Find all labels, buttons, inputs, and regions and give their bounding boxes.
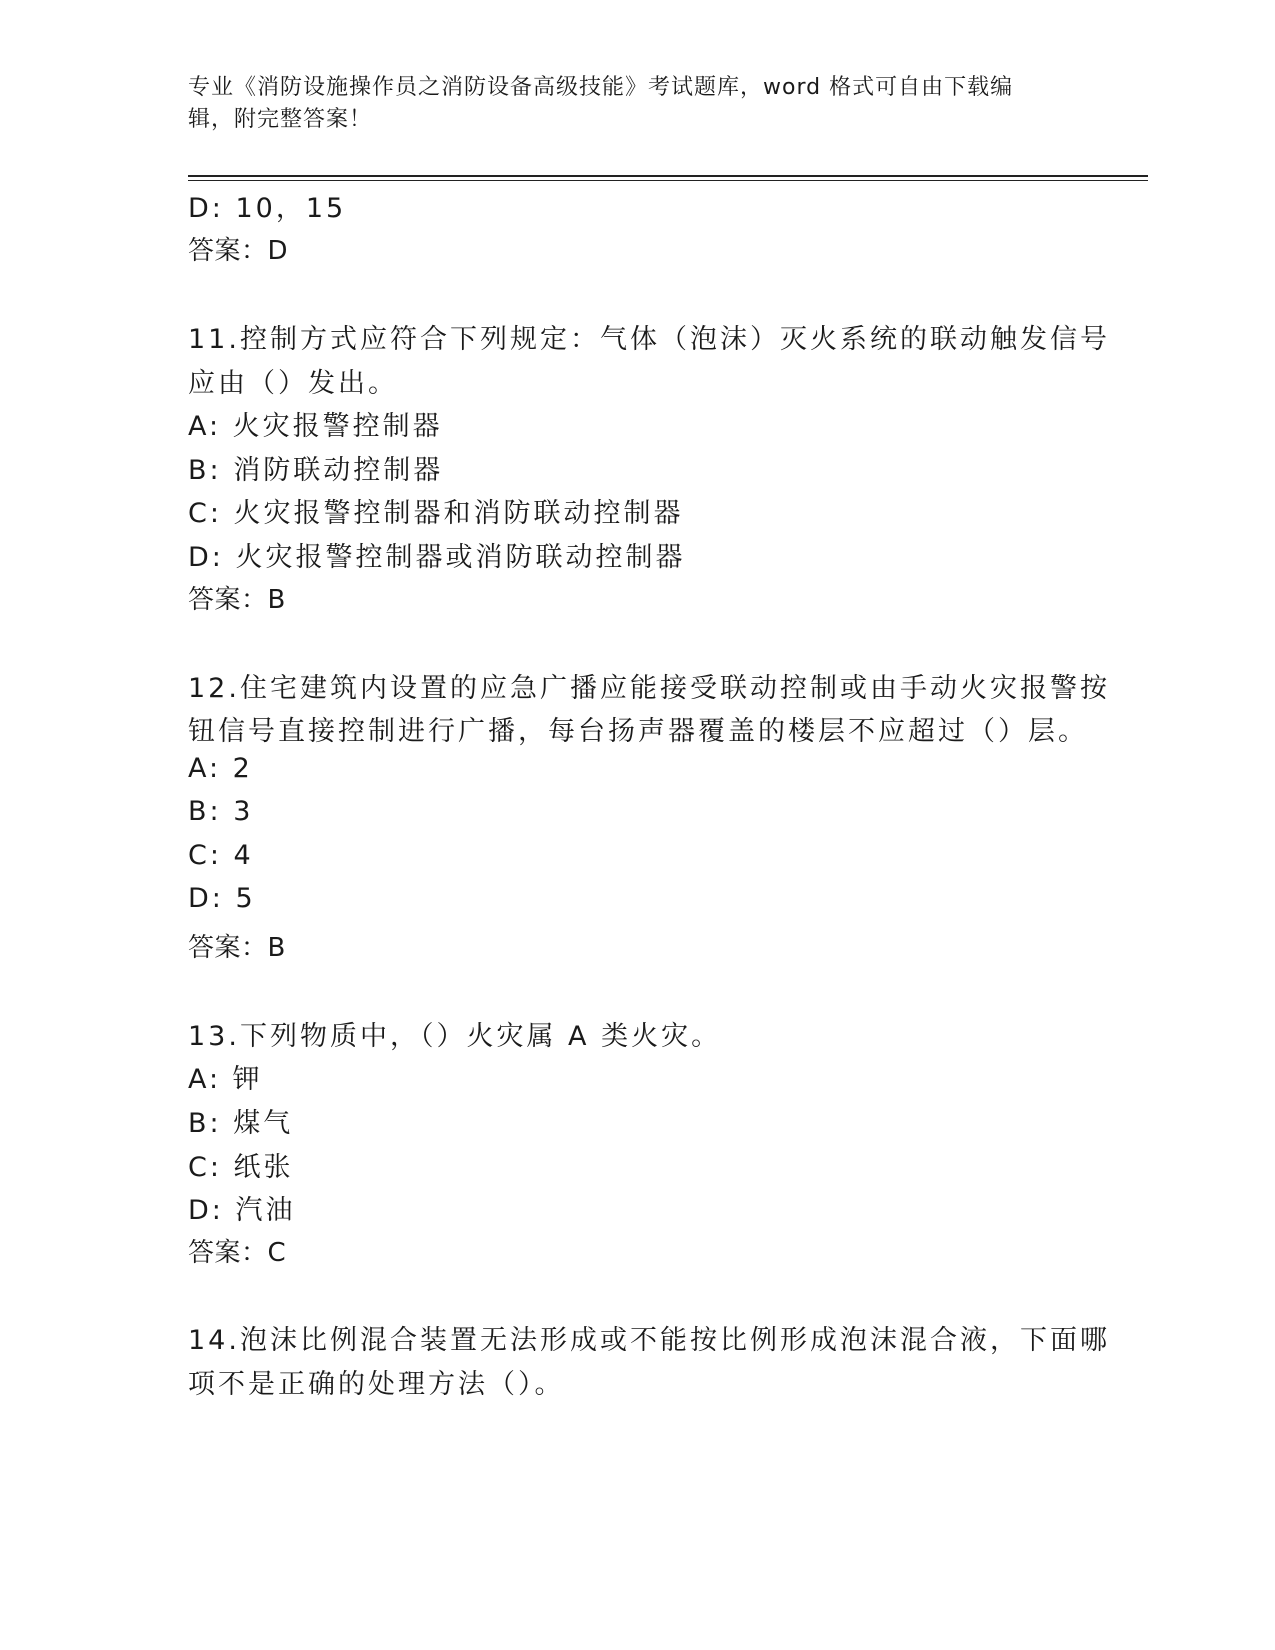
q11-answer: 答案：B: [188, 585, 286, 615]
q12-option-c: C: 4: [188, 840, 254, 871]
q12-answer: 答案：B: [188, 933, 286, 963]
divider-thin-line: [188, 180, 1148, 181]
q12-option-d: D: 5: [188, 883, 256, 914]
q13-stem-line-1: 13.下列物质中，（）火灾属 A 类火灾。: [188, 1021, 722, 1052]
header-line-1: 专业《消防设施操作员之消防设备高级技能》考试题库，word 格式可自由下载编: [188, 75, 1014, 100]
q12-stem-line-1: 12.住宅建筑内设置的应急广播应能接受联动控制或由手动火灾报警按: [188, 673, 1110, 704]
q11-option-c: C: 火灾报警控制器和消防联动控制器: [188, 498, 684, 529]
document-header: [188, 72, 1088, 136]
q13-option-c: C: 纸张: [188, 1152, 294, 1183]
prev-answer: 答案：D: [188, 236, 289, 266]
q12-option-a: A: 2: [188, 753, 253, 784]
q14-stem-line-2: 项不是正确的处理方法（）。: [188, 1369, 565, 1400]
q11-option-d: D: 火灾报警控制器或消防联动控制器: [188, 542, 686, 573]
q11-option-a: A: 火灾报警控制器: [188, 411, 443, 442]
q13-answer: 答案：C: [188, 1238, 287, 1268]
q12-option-b: B: 3: [188, 796, 254, 827]
q13-option-d: D: 汽油: [188, 1195, 296, 1226]
header-line-2: 辑，附完整答案！: [188, 107, 373, 132]
q12-stem-line-2: 钮信号直接控制进行广播，每台扬声器覆盖的楼层不应超过（）层。: [188, 716, 1088, 747]
q13-option-b: B: 煤气: [188, 1108, 294, 1139]
q11-stem-line-1: 11.控制方式应符合下列规定：气体（泡沫）灭火系统的联动触发信号: [188, 324, 1110, 355]
divider-thick-line: [188, 175, 1148, 177]
q11-stem-line-2: 应由（）发出。: [188, 368, 398, 399]
q14-stem-line-1: 14.泡沫比例混合装置无法形成或不能按比例形成泡沫混合液，下面哪: [188, 1325, 1110, 1356]
prev-option-d: D: 10，15: [188, 193, 347, 224]
q13-option-a: A: 钾: [188, 1064, 263, 1095]
q11-option-b: B: 消防联动控制器: [188, 455, 444, 486]
